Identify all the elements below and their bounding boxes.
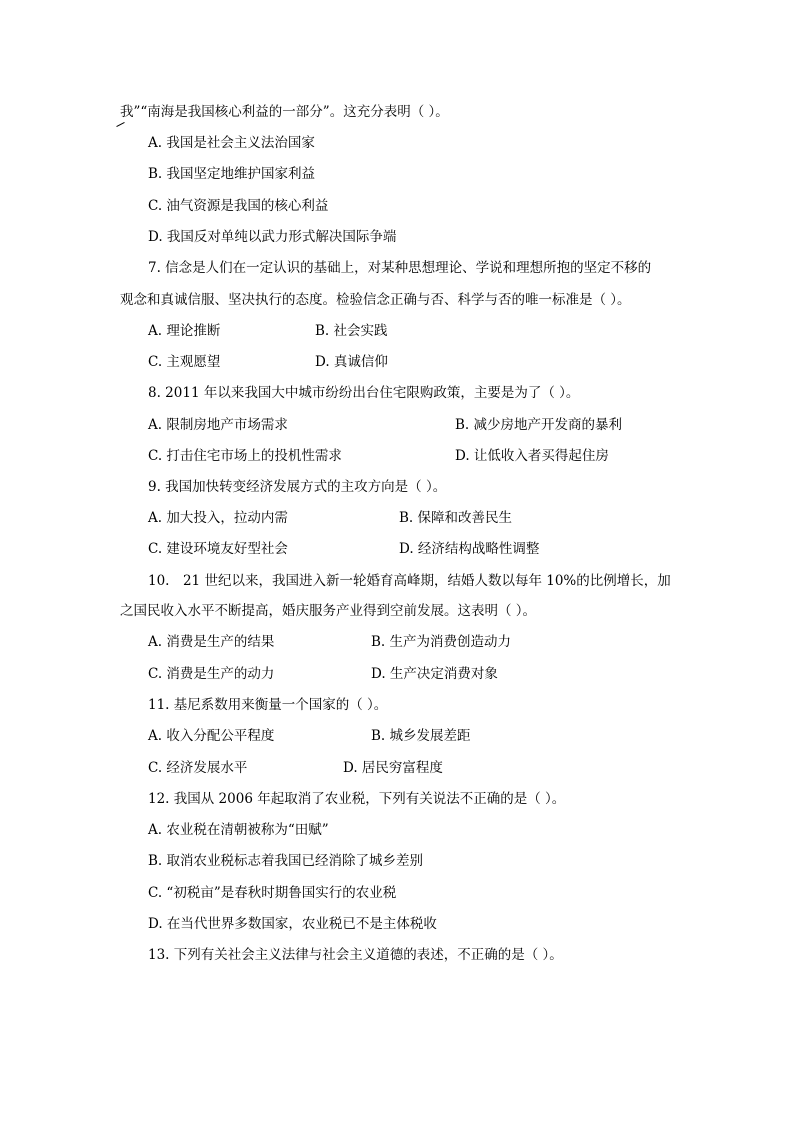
question-13-stem: 13. 下列有关社会主义法律与社会主义道德的表述，不正确的是（ ）。 [148,947,563,963]
q9-option-b: B. 保障和改善民生 [399,510,513,526]
q10-option-a: A. 消费是生产的结果 [148,634,275,650]
q12-option-a: A. 农业税在清朝被称为“田赋” [148,822,329,838]
q12-option-b: B. 取消农业税标志着我国已经消除了城乡差别 [148,853,424,869]
question-8-stem: 8. 2011 年以来我国大中城市纷纷出台住宅限购政策，主要是为了（ ）。 [148,385,580,401]
q7-option-a: A. 理论推断 [148,323,221,339]
q9-option-d: D. 经济结构战略性调整 [399,541,540,557]
q8-option-d: D. 让低收入者买得起住房 [455,448,609,464]
q7-option-c: C. 主观愿望 [148,354,221,370]
q12-option-c: C. “初税亩”是春秋时期鲁国实行的农业税 [148,885,397,901]
q11-option-a: A. 收入分配公平程度 [148,728,275,744]
q8-option-a: A. 限制房地产市场需求 [148,417,288,433]
q12-option-d: D. 在当代世界多数国家，农业税已不是主体税收 [148,916,437,932]
q9-option-a: A. 加大投入，拉动内需 [148,510,288,526]
q7-option-b: B. 社会实践 [315,323,388,339]
question-10-stem: 10. 21 世纪以来，我国进入新一轮婚育高峰期，结婚人数以每年 10%的比例增长，加 [148,573,671,589]
q10-option-c: C. 消费是生产的动力 [148,666,275,682]
q9-option-c: C. 建设环境友好型社会 [148,541,288,557]
q8-option-b: B. 减少房地产开发商的暴利 [455,417,623,433]
question-11-stem: 11. 基尼系数用来衡量一个国家的（ ）。 [148,697,388,713]
q6-option-b: B. 我国坚定地维护国家利益 [148,166,316,182]
stray-pen-mark [116,122,124,127]
q11-option-c: C. 经济发展水平 [148,760,248,776]
q10-option-b: B. 生产为消费创造动力 [371,634,512,650]
q6-option-c: C. 油气资源是我国的核心利益 [148,198,329,214]
q11-option-d: D. 居民穷富程度 [343,760,443,776]
q11-option-b: B. 城乡发展差距 [371,728,471,744]
question-7-stem-cont: 观念和真诚信服、坚决执行的态度。检验信念正确与否、科学与否的唯一标准是（ ）。 [120,292,631,308]
question-9-stem: 9. 我国加快转变经济发展方式的主攻方向是（ ）。 [148,479,447,495]
q6-option-a: A. 我国是社会主义法治国家 [148,135,315,151]
q6-option-d: D. 我国反对单纯以武力形式解决国际争端 [148,229,397,245]
question-7-stem: 7. 信念是人们在一定认识的基础上，对某种思想理论、学说和理想所抱的坚定不移的 [148,260,652,276]
q8-option-c: C. 打击住宅市场上的投机性需求 [148,448,342,464]
question-12-stem: 12. 我国从 2006 年起取消了农业税，下列有关说法不正确的是（ ）。 [148,791,566,807]
q10-option-d: D. 生产决定消费对象 [371,666,498,682]
question-6-stem-end: 我”“南海是我国核心利益的一部分”。这充分表明（ ）。 [120,104,449,120]
question-10-stem-cont: 之国民收入水平不断提高，婚庆服务产业得到空前发展。这表明（ ）。 [120,603,537,619]
q7-option-d: D. 真诚信仰 [315,354,388,370]
